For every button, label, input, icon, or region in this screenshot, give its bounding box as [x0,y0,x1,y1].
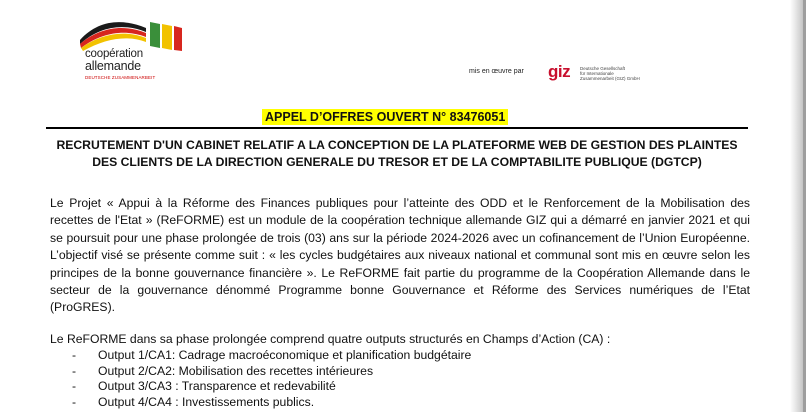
list-item [72,379,471,395]
cooperation-allemande-logo [76,18,186,88]
output-2-text: Output 2/CA2: Mobilisation des recettes intérieures [98,363,374,378]
bullet-marker: - [72,394,77,409]
logo-line-1: coopération [85,48,143,60]
output-1-text: Output 1/CA1: Cadrage macroéconomique et planification budgétaire [98,348,472,362]
german-flag-swoosh-icon [76,18,186,52]
bullet-marker: - [72,379,77,393]
outputs-list [72,348,471,410]
list-item [72,364,471,380]
giz-subtitle: Deutsche Gesellschaft für Internationale Zusammenarbeit (GIZ) GmbH [580,66,640,81]
horizontal-rule [46,127,748,129]
outputs-intro-paragraph: Le ReFORME dans sa phase prolongée comprend quatre outputs structurés en Champs d’Action (CA) : [50,332,611,346]
list-item [72,348,471,364]
logo-line-3: DEUTSCHE ZUSAMMENARBEIT [85,75,156,80]
bullet-marker: - [72,348,77,362]
bullet-marker: - [72,363,77,378]
intro-paragraph: Le Projet « Appui à la Réforme des Finances publiques pour l’atteinte des ODD et le Renforcement de la Mobilisation des recettes de l'Etat » (ReFORME) est un module de la coopération technique allemande GIZ qui a démarré en janvier 2021 et qui se poursuit pour une phase prolongée de trois (03) ans sur la période 2024-2026 avec un cofinancement de l’Union Européenne. L’objectif visé se présente comme suit : « les cycles budgétaires aux niveaux national et communal sont mis en œuvre selon les principes de la bonne gouvernance financière ». Le ReFORME fait partie du programme de la Coopération Allemande dans le secteur de la gouvernance dénommé Programme bonne Gouvernance et Réforme des Services numériques de l’Etat (ProGRES). [50,196,750,315]
output-3-text: Output 3/CA3 : Transparence et redevabilité [98,379,336,393]
tender-number-label: APPEL D’OFFRES OUVERT N° 83476051 [262,109,508,125]
list-item [72,395,471,411]
logo-line-2: allemande [85,59,141,73]
document-title: RECRUTEMENT D'UN CABINET RELATIF A LA CONCEPTION DE LA PLATEFORME WEB DE GESTION DES PLAINTES DES CLIENTS DE LA DIRECTION GENERALE DU TRESOR ET DE LA COMPTABILITE PUBLIQUE (DGTCP) [56,138,738,169]
output-4-text: Output 4/CA4 : Investissements publics. [98,394,315,409]
giz-logo: giz [548,62,571,81]
implemented-by-label: mis en œuvre par [469,68,524,75]
